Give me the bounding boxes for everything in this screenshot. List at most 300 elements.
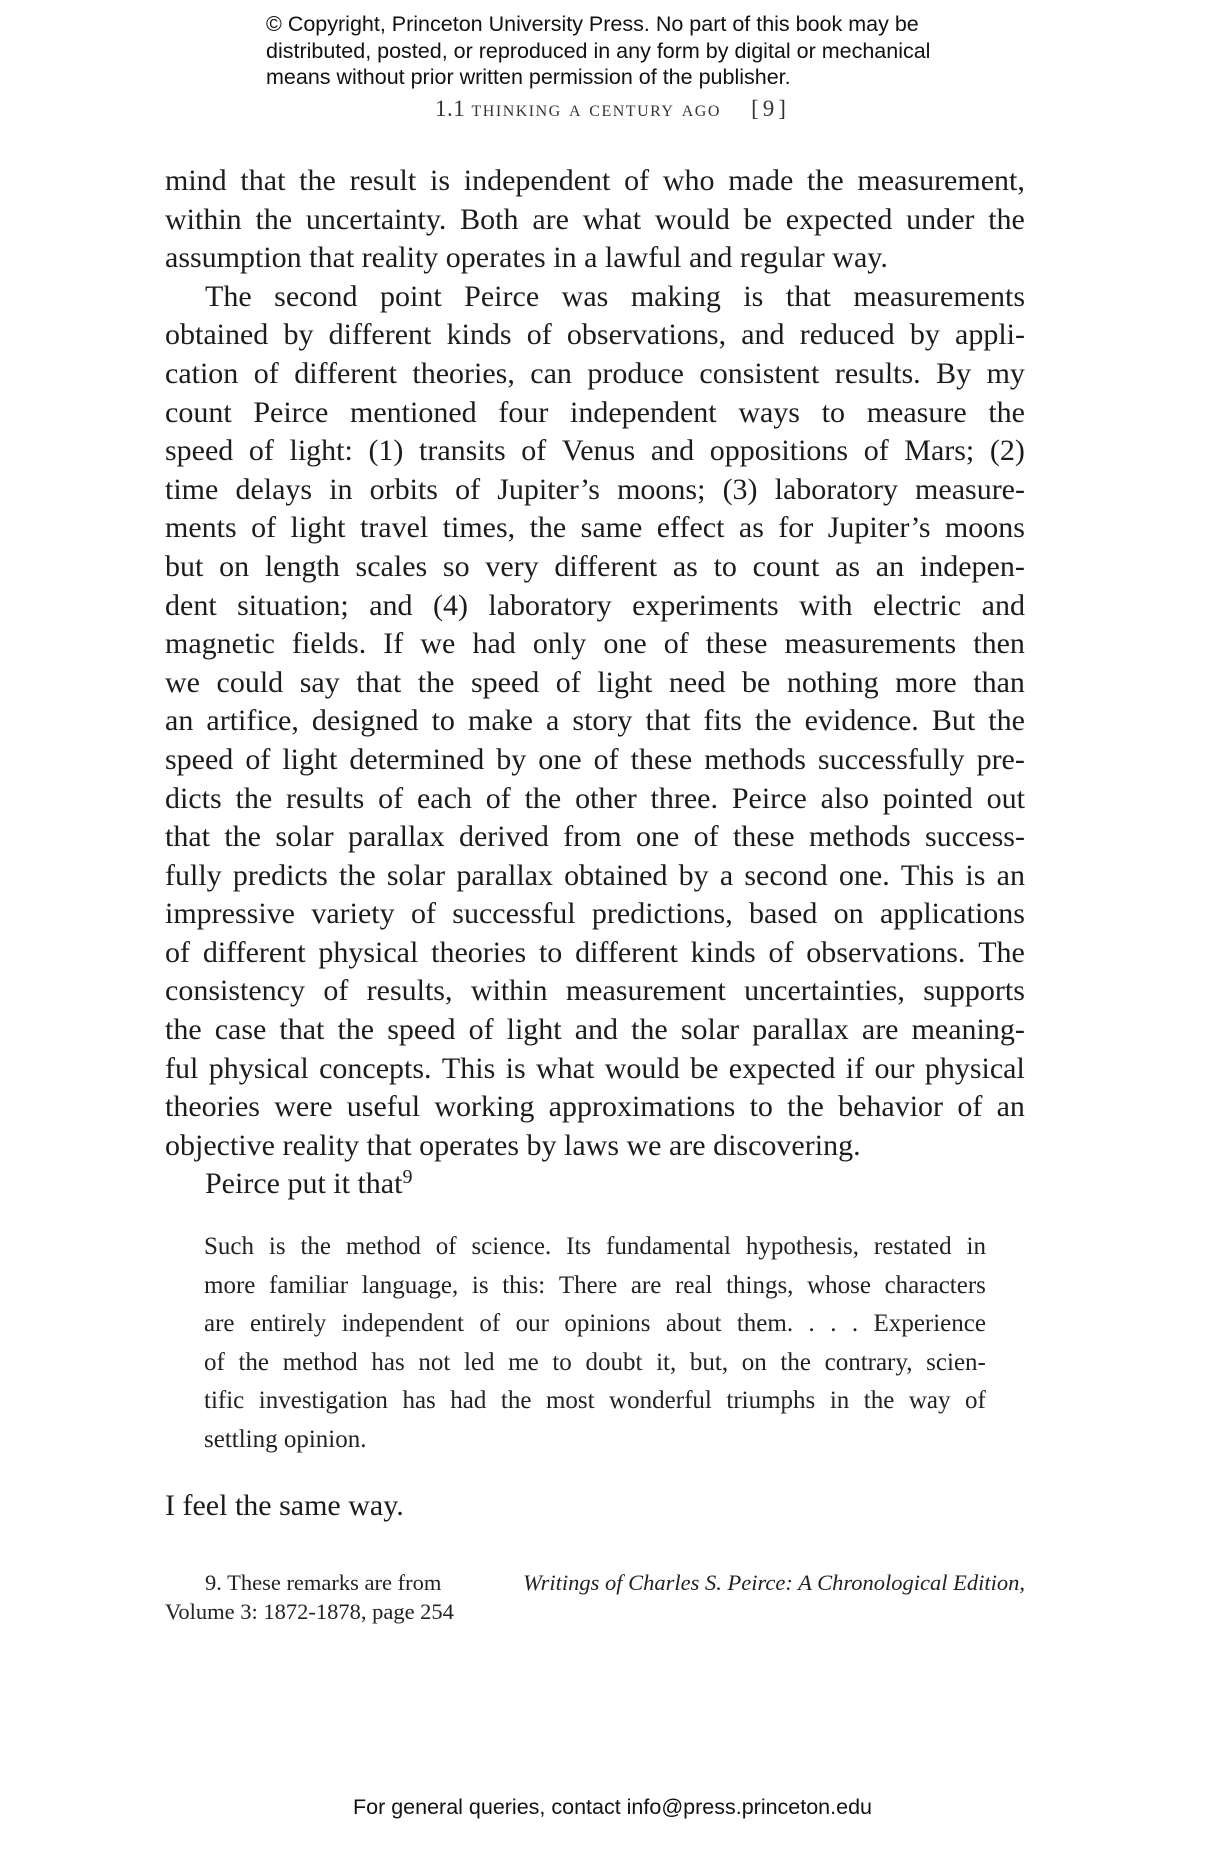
word: about: [665, 1310, 722, 1338]
footnote-title: Writings of Charles S. Peirce: A Chronological Edition: [523, 1570, 1020, 1595]
page-footer: For general queries, contact info@press.princeton.edu: [352, 1795, 872, 1819]
word: is: [429, 164, 450, 197]
word: fields.: [292, 627, 367, 661]
word: Its: [566, 1233, 592, 1260]
word: moons;: [617, 472, 706, 506]
word: solar: [386, 858, 446, 892]
word: If: [383, 627, 404, 661]
word: expected: [785, 202, 893, 236]
word: of: [526, 318, 552, 352]
word: each: [416, 781, 472, 815]
word: predictions,: [591, 897, 733, 931]
word: was: [561, 279, 609, 313]
word: electric: [872, 588, 962, 622]
word: of: [248, 434, 274, 468]
word: theories,: [412, 356, 515, 390]
word: applications: [880, 897, 1025, 931]
word: methods: [808, 820, 911, 854]
word: opinions: [564, 1310, 651, 1338]
word: pointed: [882, 781, 973, 815]
text-line: [165, 934, 1025, 973]
word: be: [742, 665, 771, 699]
word: to: [538, 935, 563, 969]
word: solar: [680, 1013, 740, 1047]
text-line: [204, 1228, 986, 1267]
word: our: [874, 1051, 915, 1085]
word: of: [521, 434, 547, 468]
word: by: [909, 318, 940, 352]
word: has: [371, 1348, 405, 1376]
word: appli-: [955, 318, 1025, 352]
word: what: [582, 202, 642, 236]
page-number: [9]: [751, 96, 790, 121]
word: speed: [165, 742, 234, 776]
footnote-number: 9.: [205, 1570, 222, 1595]
word: the: [165, 1013, 202, 1047]
word: only: [532, 627, 587, 661]
word: ful: [165, 1051, 199, 1085]
word: an: [165, 704, 194, 738]
word: one: [635, 820, 680, 854]
word: uncertainties,: [744, 974, 905, 1008]
word: predicts: [232, 858, 328, 892]
word: nothing: [786, 665, 879, 699]
text-line: [165, 509, 1025, 548]
word: that: [240, 164, 286, 197]
word: that: [645, 704, 691, 738]
word: is: [505, 1051, 526, 1085]
word: reduced: [799, 318, 895, 352]
word: evidence.: [804, 704, 919, 738]
footnote-line: [165, 1568, 1025, 1597]
word: of: [204, 1348, 225, 1376]
word: laboratory: [774, 472, 898, 506]
word: these: [705, 627, 768, 661]
word: of: [245, 742, 271, 776]
word: count: [165, 395, 232, 429]
word: (1): [368, 434, 404, 468]
text-line: [165, 1050, 1025, 1089]
word: point: [379, 279, 442, 313]
word: make: [468, 704, 533, 738]
word: Peirce: [253, 395, 329, 429]
word: three.: [650, 781, 718, 815]
word: of: [965, 1387, 986, 1415]
word: of: [693, 820, 719, 854]
word: based: [749, 897, 818, 931]
word: scien-: [926, 1348, 986, 1376]
copyright-notice: [266, 11, 1006, 91]
word: physical: [208, 1051, 309, 1085]
word: different: [202, 935, 306, 969]
word: light: [597, 665, 653, 699]
word: in: [329, 472, 353, 506]
text-line: [165, 857, 1025, 896]
word: with: [799, 588, 853, 622]
word: case: [214, 1013, 267, 1047]
word: uncertainty.: [305, 202, 447, 236]
word: that: [785, 279, 831, 313]
word: methods: [704, 742, 806, 776]
word: out: [986, 781, 1025, 815]
word: the: [988, 202, 1025, 236]
word: on: [219, 549, 250, 583]
word: making: [630, 279, 721, 313]
word: (2): [989, 434, 1025, 468]
word: science.: [471, 1233, 552, 1260]
word: a: [719, 858, 734, 892]
word: entirely: [249, 1310, 327, 1338]
word: is: [471, 1271, 489, 1299]
word: ways: [738, 395, 800, 429]
word: of: [663, 627, 689, 661]
word: mind: [165, 164, 227, 197]
word: (3): [722, 472, 758, 506]
word: But: [931, 704, 976, 738]
word: also: [820, 781, 869, 815]
word: by: [283, 318, 314, 352]
word: whose: [807, 1271, 871, 1299]
word: a: [546, 704, 560, 738]
word: on: [833, 897, 864, 931]
copyright-line: distributed, posted, or reproduced in any form by digital or mechanical: [266, 38, 931, 63]
word: can: [530, 356, 572, 390]
word: the: [988, 395, 1025, 429]
word: observations,: [566, 318, 727, 352]
word: of: [165, 935, 190, 969]
word: results: [285, 781, 365, 815]
footnote-reference[interactable]: 9: [402, 1166, 413, 1189]
word: of: [624, 164, 650, 197]
word: .: [851, 1310, 859, 1338]
text-line: [165, 741, 1025, 780]
word: be: [743, 202, 772, 236]
word: the: [631, 1013, 668, 1047]
word: light: [506, 1013, 562, 1047]
word: (4): [432, 588, 468, 622]
word: the: [337, 1013, 375, 1047]
word: Such: [204, 1233, 254, 1260]
word: light: [282, 742, 338, 776]
word: say: [299, 665, 340, 699]
word: fundamental: [606, 1233, 731, 1260]
word: Jupiter’s: [497, 472, 600, 506]
word: one: [603, 627, 647, 661]
section-title: thinking a century ago: [471, 96, 721, 121]
word: variety: [311, 897, 395, 931]
word: hypothesis,: [745, 1233, 860, 1260]
word: had: [472, 627, 516, 661]
word: designed: [311, 704, 419, 738]
word: it,: [656, 1348, 677, 1376]
word: physical: [318, 935, 419, 969]
word: from: [563, 820, 622, 854]
word: solar: [275, 820, 334, 854]
word: independent: [341, 1310, 464, 1338]
word: pre-: [976, 742, 1025, 776]
word: not: [418, 1348, 451, 1376]
word: of: [435, 1233, 457, 1260]
word: the: [780, 1348, 811, 1376]
word: other: [575, 781, 637, 815]
word: an: [996, 858, 1025, 892]
word: effect: [656, 511, 725, 545]
word: has: [402, 1387, 436, 1415]
word: By: [936, 356, 972, 390]
word: more: [204, 1271, 256, 1299]
word: Peirce: [731, 781, 807, 815]
word: .: [808, 1310, 815, 1338]
word: under: [906, 202, 975, 236]
word: magnetic: [165, 627, 275, 661]
text-line: [165, 355, 1025, 394]
word: in: [966, 1233, 986, 1260]
text-line: [165, 587, 1025, 626]
word: investigation: [258, 1387, 388, 1415]
word: length: [264, 549, 340, 583]
word: useful: [346, 1090, 421, 1124]
word: more: [895, 665, 957, 699]
word: obtained: [564, 858, 668, 892]
word: the: [863, 1387, 895, 1415]
word: observations.: [806, 935, 966, 969]
word: scales: [355, 549, 428, 583]
paragraph: [165, 278, 1025, 1166]
word: this:: [502, 1271, 546, 1299]
text-line: [165, 972, 1025, 1011]
word: of: [479, 1310, 501, 1338]
word: kinds: [690, 935, 756, 969]
word: measure: [866, 395, 967, 429]
word: oppositions: [709, 434, 849, 468]
word: There: [558, 1271, 618, 1299]
word: the: [754, 704, 792, 738]
paragraph-text: Peirce put it that: [205, 1167, 403, 1201]
word: of: [485, 781, 511, 815]
word: second: [744, 858, 828, 892]
word: dent: [165, 588, 217, 622]
word: as: [738, 511, 764, 545]
word: fully: [165, 858, 222, 892]
word: obtained: [165, 318, 269, 352]
text-line: [165, 162, 1025, 201]
word: by: [678, 858, 709, 892]
word: doubt: [585, 1348, 643, 1376]
word: and: [369, 588, 413, 622]
word: what: [536, 1051, 595, 1085]
word: independent: [570, 395, 717, 429]
word: ments: [165, 511, 237, 545]
word: results.: [834, 356, 921, 390]
text-line: [165, 471, 1025, 510]
word: the: [417, 665, 455, 699]
word: the: [807, 164, 844, 197]
word: expected: [728, 1051, 836, 1085]
word: the: [224, 820, 261, 854]
word: determined: [349, 742, 485, 776]
word: if: [845, 1051, 865, 1085]
word: successful: [452, 897, 576, 931]
word: light:: [289, 434, 353, 468]
copyright-line: © Copyright, Princeton University Press. No part of this book may be: [266, 12, 919, 36]
word: most: [545, 1387, 595, 1415]
word: the: [238, 1348, 270, 1376]
word: Experience: [873, 1310, 986, 1338]
word: as: [835, 549, 861, 583]
footnote-suffix: ,: [1019, 1570, 1025, 1595]
word: characters: [884, 1271, 986, 1299]
word: indepen-: [919, 549, 1025, 583]
word: approximations: [548, 1090, 736, 1124]
word: than: [973, 665, 1025, 699]
word: but: [165, 549, 204, 583]
word: independent: [463, 164, 611, 197]
word: made: [728, 164, 794, 197]
word: result: [349, 164, 417, 197]
word: different: [575, 935, 678, 969]
word: method: [345, 1233, 421, 1260]
closing-line: I feel the same way.: [165, 1489, 404, 1522]
word: is: [965, 858, 986, 892]
text-line: [165, 316, 1025, 355]
word: Mars;: [904, 434, 975, 468]
word: of: [555, 665, 581, 699]
word: that: [165, 820, 210, 854]
word: the: [988, 704, 1025, 738]
word: supports: [923, 974, 1025, 1008]
word: and: [650, 434, 695, 468]
word: count: [752, 549, 820, 583]
word: Both: [460, 202, 519, 236]
word: restated: [873, 1233, 952, 1260]
word: the: [529, 511, 567, 545]
section-number: 1.1: [435, 96, 466, 121]
text-line: [204, 1305, 986, 1344]
word: the: [787, 1090, 824, 1124]
word: one.: [838, 858, 890, 892]
text-line: [165, 394, 1025, 433]
word: are: [630, 1271, 662, 1299]
word: physical: [924, 1051, 1025, 1085]
word: we: [165, 665, 200, 699]
word: parallax: [348, 820, 445, 854]
word: of: [957, 1090, 983, 1124]
word: results,: [366, 974, 453, 1008]
word: that: [279, 1013, 325, 1047]
word: but,: [689, 1348, 729, 1376]
word: Jupiter’s: [827, 511, 931, 545]
word: to: [749, 1090, 773, 1124]
word: were: [274, 1090, 333, 1124]
word: derived: [458, 820, 549, 854]
word: successfully: [817, 742, 965, 776]
word: different: [328, 318, 432, 352]
word: situation;: [237, 588, 349, 622]
word: then: [973, 627, 1025, 661]
word: for: [778, 511, 814, 545]
word: of: [593, 742, 619, 776]
word: different: [554, 549, 658, 583]
word: to: [713, 549, 737, 583]
word: wonderful: [609, 1387, 712, 1415]
word: triumphs: [726, 1387, 816, 1415]
word: Peirce: [464, 279, 540, 313]
word: our: [515, 1310, 549, 1338]
word: an: [996, 1090, 1025, 1124]
word: language,: [361, 1271, 459, 1299]
text-line: [165, 1088, 1025, 1127]
word: fits: [703, 704, 742, 738]
word: of: [455, 472, 481, 506]
text-line: [165, 548, 1025, 587]
word: the: [255, 202, 293, 236]
word: consistency: [165, 974, 305, 1008]
text-line: [204, 1267, 986, 1306]
word: within: [470, 974, 548, 1008]
word: be: [690, 1051, 719, 1085]
word: the: [524, 781, 562, 815]
word: of: [378, 781, 404, 815]
word: time: [165, 472, 219, 506]
word: dicts: [165, 781, 222, 815]
word: as: [672, 549, 698, 583]
word: The: [978, 935, 1025, 969]
footnote-line: Volume 3: 1872-1878, page 254: [165, 1599, 454, 1624]
word: impressive: [165, 897, 295, 931]
word: story: [572, 704, 633, 738]
word: speed: [470, 665, 540, 699]
word: of: [468, 1013, 494, 1047]
word: measurements: [853, 279, 1025, 313]
word: measurements: [784, 627, 957, 661]
word: of: [253, 356, 279, 390]
word: to: [431, 704, 455, 738]
word: led: [463, 1348, 495, 1376]
word: the: [235, 781, 273, 815]
text-line: objective reality that operates by laws we are discovering.: [165, 1128, 861, 1162]
text-line: [165, 201, 1025, 240]
word: and: [574, 1013, 619, 1047]
word: different: [294, 356, 397, 390]
word: This: [441, 1051, 496, 1085]
word: very: [485, 549, 539, 583]
word: theories: [431, 935, 527, 969]
word: light: [290, 511, 346, 545]
word: way: [908, 1387, 951, 1415]
word: laboratory: [488, 588, 612, 622]
word: these: [732, 820, 795, 854]
word: The: [205, 279, 252, 313]
word: meaning-: [911, 1013, 1025, 1047]
word: are: [861, 1013, 899, 1047]
word: kinds: [446, 318, 512, 352]
text-line: [165, 895, 1025, 934]
word: real: [674, 1271, 713, 1299]
word: so: [442, 549, 470, 583]
word: concepts.: [319, 1051, 432, 1085]
word: success-: [924, 820, 1025, 854]
word: in: [829, 1387, 850, 1415]
word: consistent: [699, 356, 820, 390]
text-line: [165, 278, 1025, 317]
text-line: [165, 702, 1025, 741]
word: experiments: [632, 588, 779, 622]
word: the: [300, 1233, 331, 1260]
word: that: [356, 665, 402, 699]
word: measurement: [565, 974, 726, 1008]
word: and: [981, 588, 1025, 622]
word: one: [538, 742, 582, 776]
